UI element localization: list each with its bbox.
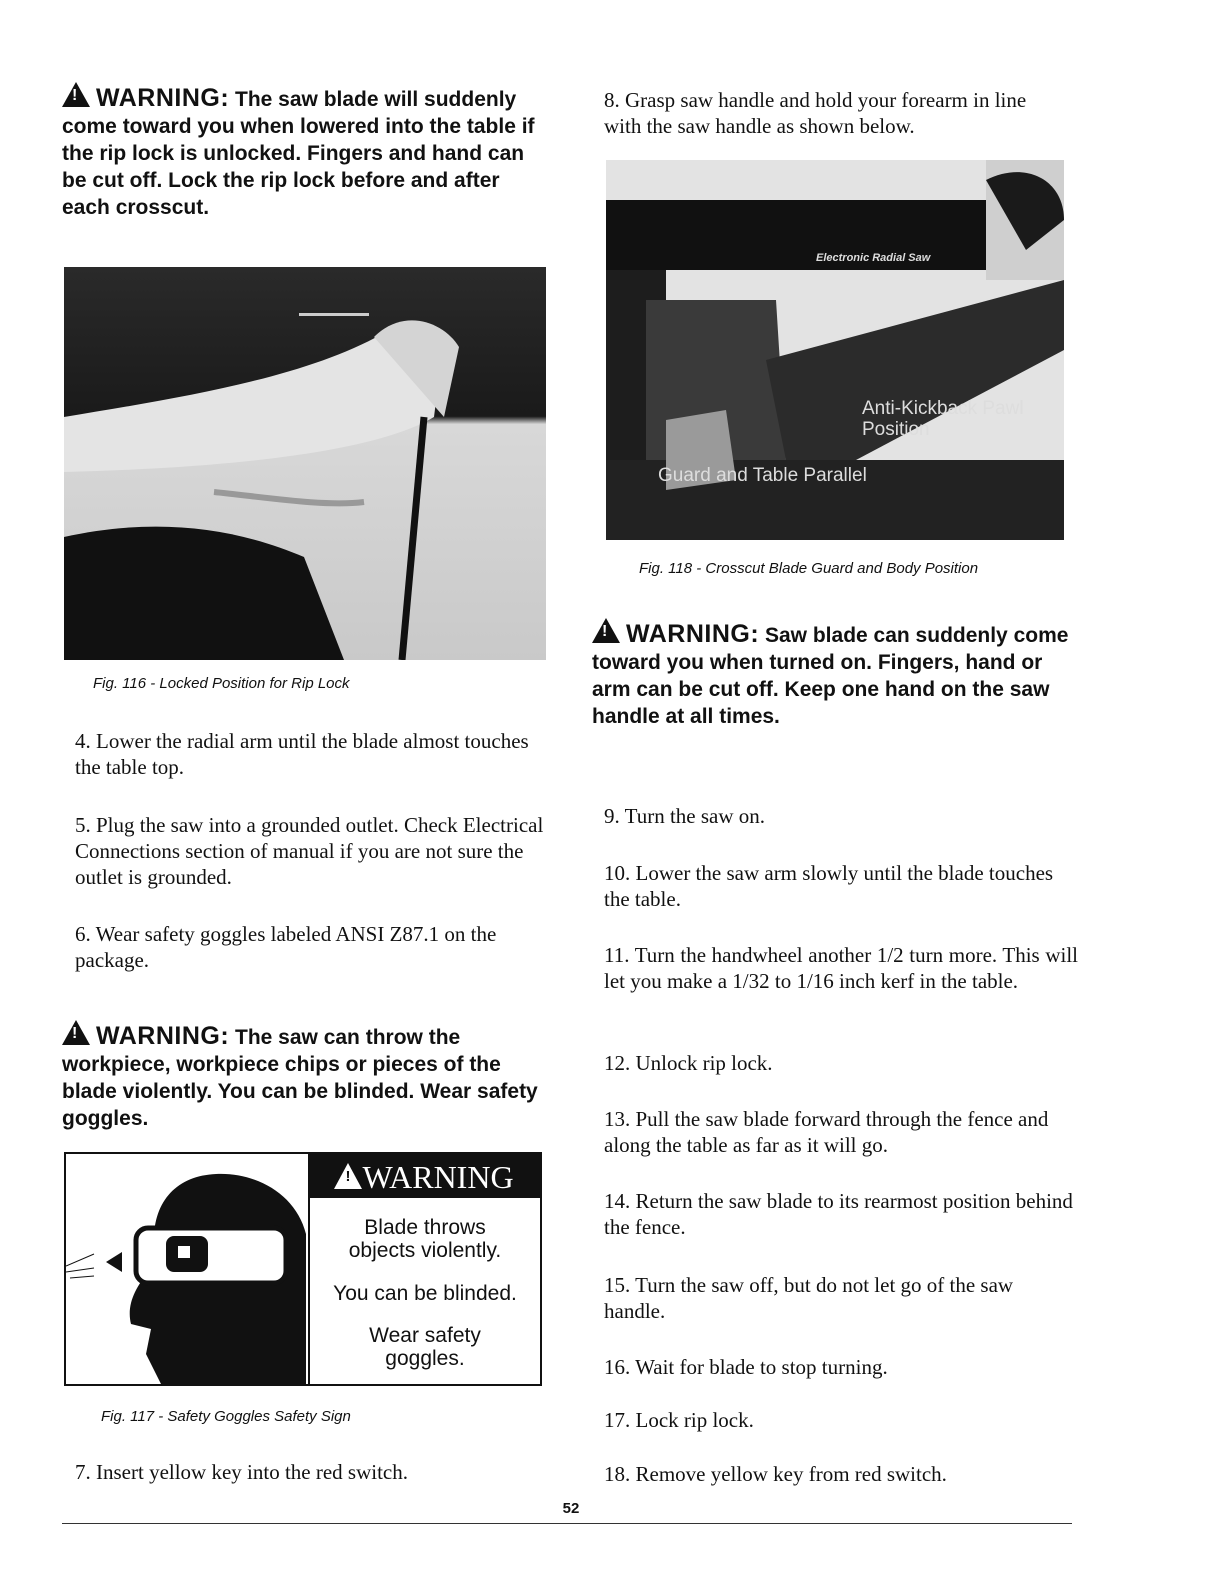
warning-block-rip-lock [62,82,542,221]
step-12: 12. Unlock rip lock. [604,1051,773,1075]
step-5: 5. Plug the saw into a grounded outlet. Check Electrical Connections section of manual if you are not sure the outlet is grounded. [75,813,544,889]
sign-body [308,1198,540,1384]
step-13: 13. Pull the saw blade forward through the fence and along the table as far as it will go. [604,1107,1049,1157]
figure-118-caption: Fig. 118 - Crosscut Blade Guard and Body Position [639,560,979,577]
sign-line-3: Wear safety goggles. [369,1324,481,1370]
figure-116-photo [64,267,546,660]
warning-triangle-icon [592,618,620,643]
step-4: 4. Lower the radial arm until the blade almost touches the table top. [75,729,529,779]
safety-goggles-sign [64,1152,542,1386]
photo-brand-label: Electronic Radial Saw [816,252,931,264]
photo-guard-label: Guard and Table Parallel [658,465,867,486]
step-7: 7. Insert yellow key into the red switch. [75,1460,409,1484]
step-10: 10. Lower the saw arm slowly until the blade touches the table. [604,861,1054,911]
warning-block-turn-on [592,618,1072,730]
warning-text: !WARNING: Saw blade can suddenly come toward you when turned on. Fingers, hand or arm can be cut off. Keep one hand on the saw handle at all times. [592,618,1072,730]
warning-triangle-icon [62,1020,90,1045]
step-18: 18. Remove yellow key from red switch. [604,1462,947,1486]
step-14: 14. Return the saw blade to its rearmost position behind the fence. [604,1189,1073,1239]
page-number: 52 [562,1500,580,1517]
step-6: 6. Wear safety goggles labeled ANSI Z87.1 on the package. [75,922,497,972]
step-9: 9. Turn the saw on. [604,804,766,828]
step-8: 8. Grasp saw handle and hold your forearm in line with the saw handle as shown below. [604,88,1027,138]
sign-header: ! WARNING [308,1154,540,1198]
sign-warning-triangle-icon: ! [334,1163,362,1189]
warning-text: !WARNING: The saw can throw the workpiece, workpiece chips or pieces of the blade violently. You can be blinded. Wear safety goggles. [62,1020,544,1132]
step-11: 11. Turn the handwheel another 1/2 turn more. This will let you make a 1/32 to 1/16 inch kerf in the table. [604,943,1078,993]
warning-triangle-icon [62,82,90,107]
step-16: 16. Wait for blade to stop turning. [604,1355,888,1379]
figure-117-caption: Fig. 117 - Safety Goggles Safety Sign [101,1408,351,1425]
warning-text: !WARNING: The saw blade will suddenly come toward you when lowered into the table if the rip lock is unlocked. Fingers and hand can be cut off. Lock the rip lock before and after each crosscut. [62,82,542,221]
step-17: 17. Lock rip lock. [604,1408,754,1432]
footer-rule [62,1523,1072,1524]
photo-pawl-label: Anti-Kickback Pawl Position [862,398,1024,440]
figure-118-photo [606,160,1064,540]
step-15: 15. Turn the saw off, but do not let go of the saw handle. [604,1273,1014,1323]
goggles-head-icon [66,1154,308,1384]
sign-line-2: You can be blinded. [333,1282,517,1305]
sign-line-1: Blade throws objects violently. [348,1216,502,1262]
figure-116-caption: Fig. 116 - Locked Position for Rip Lock [93,675,350,692]
warning-block-goggles [62,1020,544,1132]
